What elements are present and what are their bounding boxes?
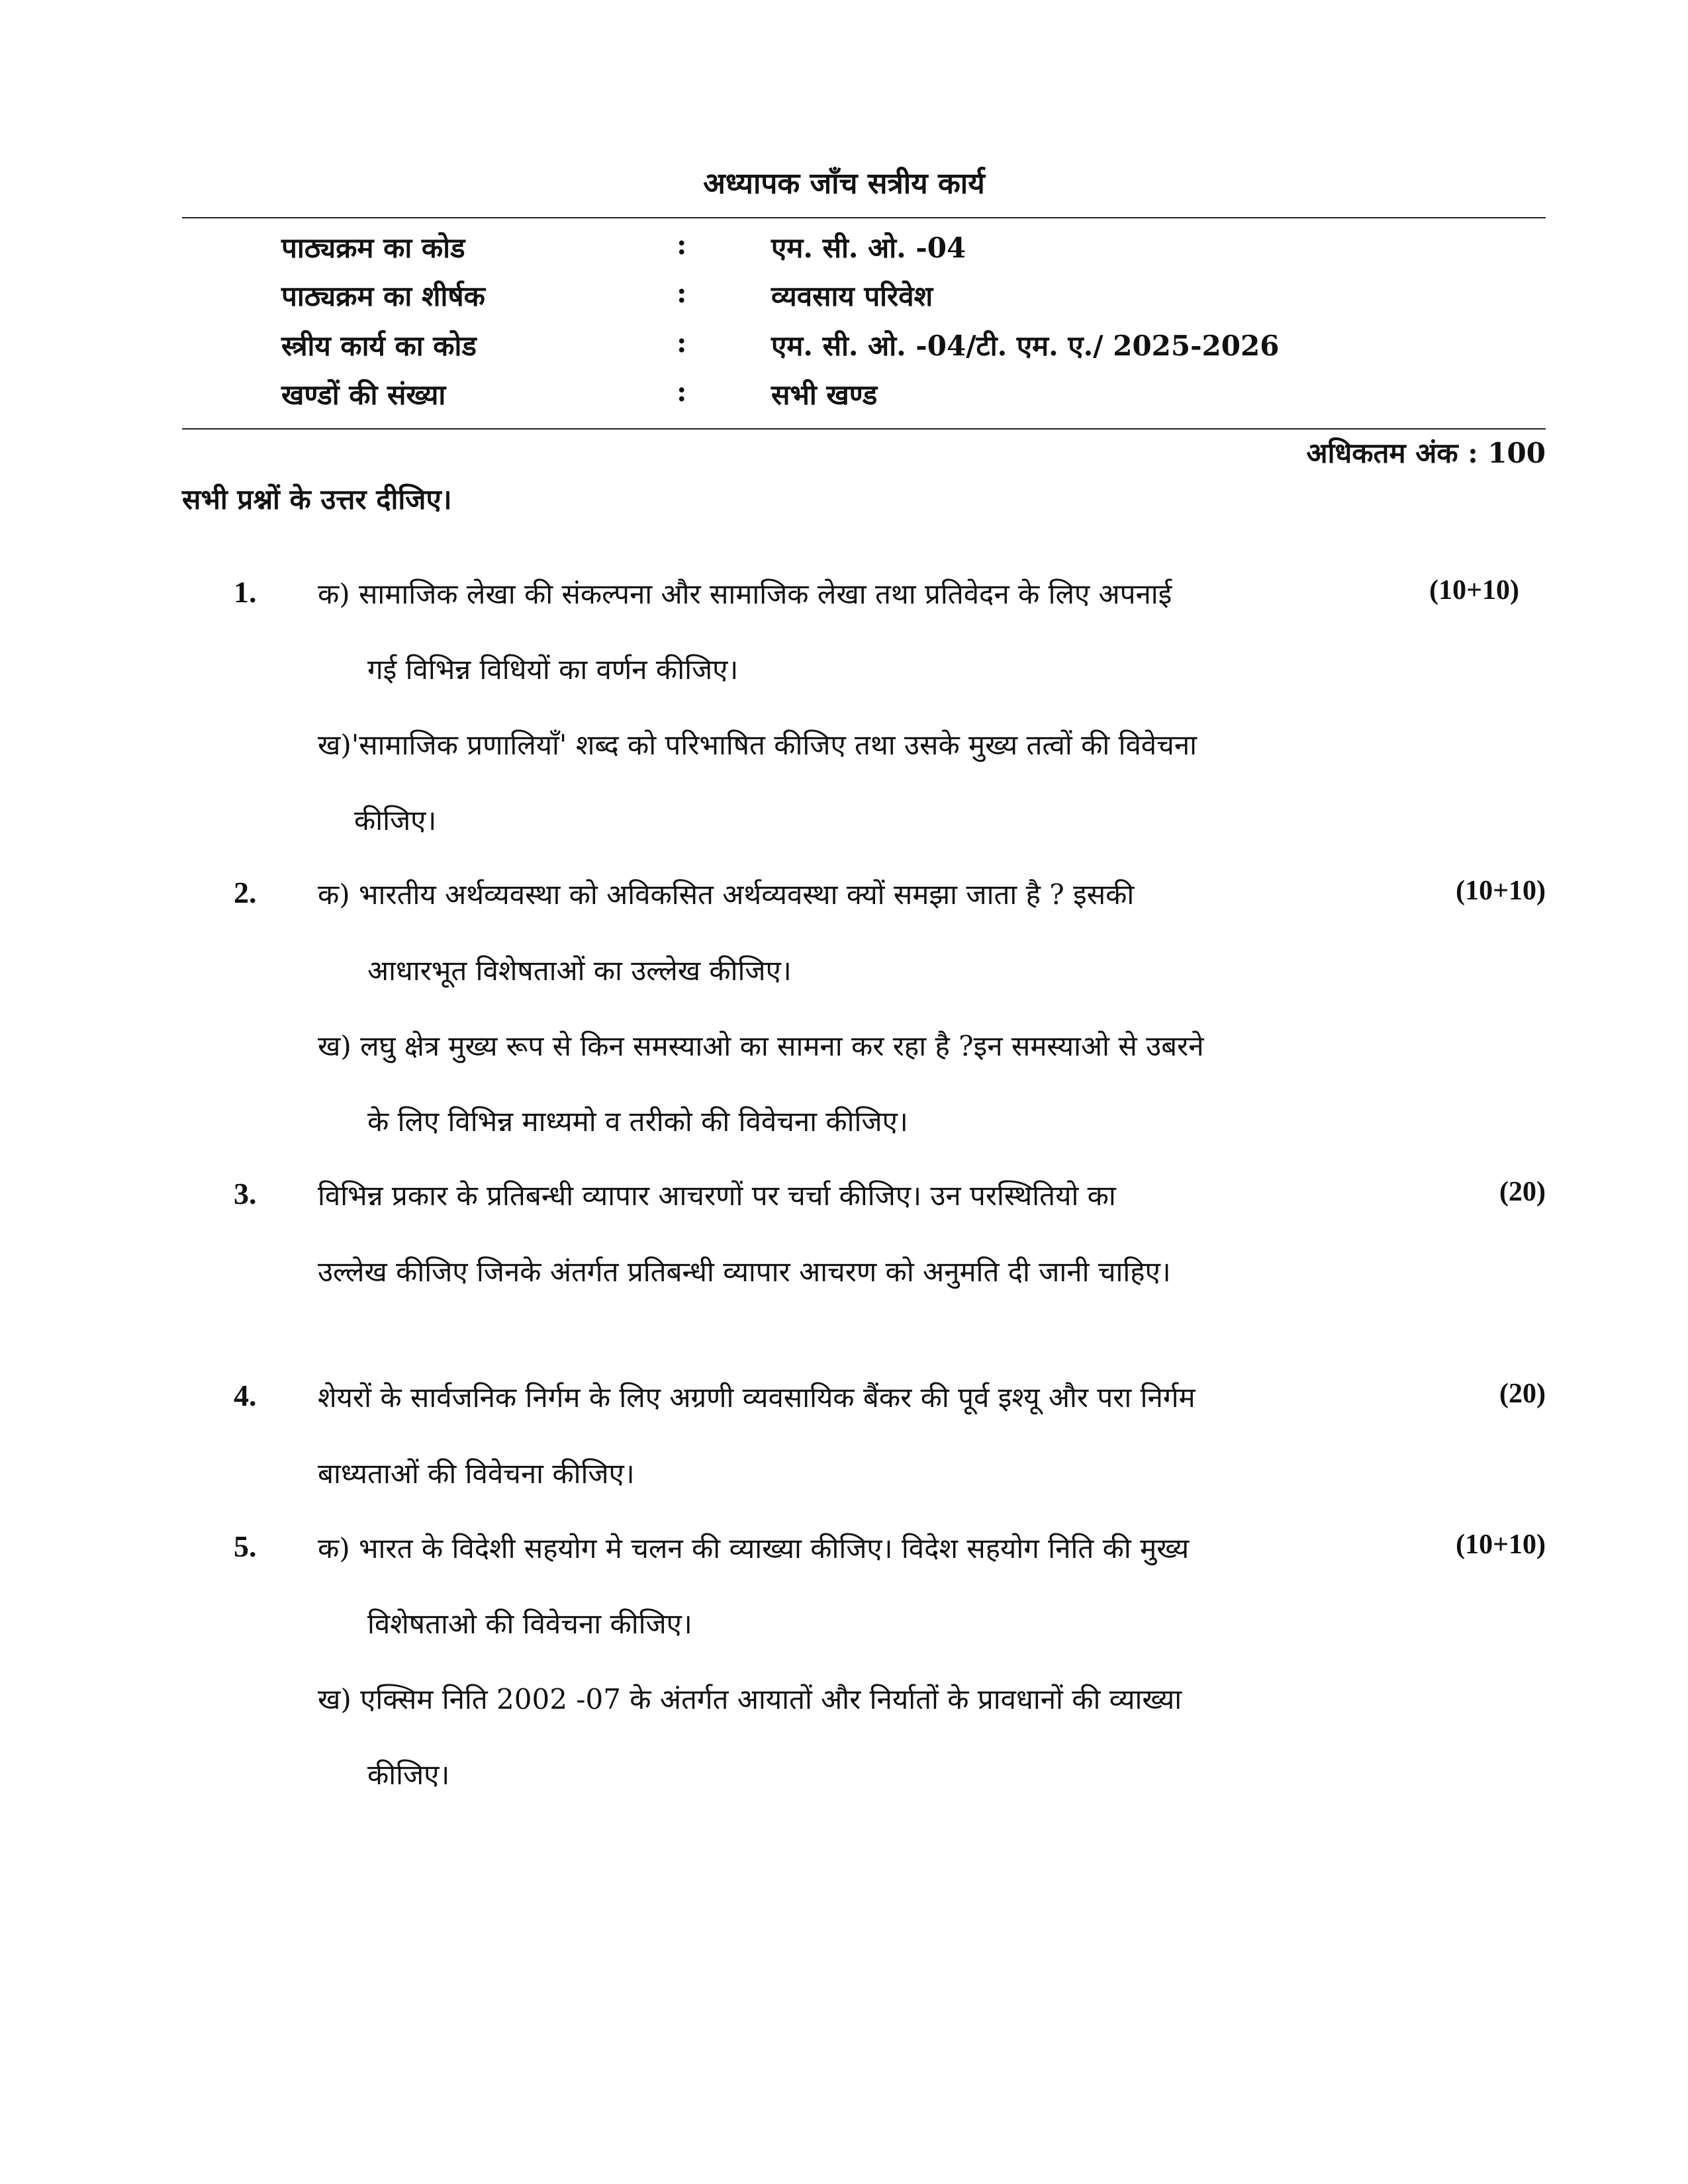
question-marks: (20) [1499,1379,1546,1409]
meta-value-course-code: एम. सी. ओ. -04 [771,232,966,264]
question-line: उल्लेख कीजिए जिनके अंतर्गत प्रतिबन्धी व्यापार आचरण को अनुमति दी जानी चाहिए। [318,1255,1171,1288]
instruction: सभी प्रश्नों के उत्तर दीजिए। [182,483,452,516]
question-number: 5. [234,1529,257,1563]
question-line: गई विभिन्न विधियों का वर्णन कीजिए। [367,653,739,686]
meta-label-course-code: पाठ्यक्रम का कोड [281,232,465,264]
question-line: कीजिए। [367,1758,450,1791]
question-number: 4. [234,1379,257,1412]
meta-colon: : [677,277,687,309]
question-line: विशेषताओ की विवेचना कीजिए। [367,1608,692,1640]
max-marks: अधिकतम अंक : 100 [1306,437,1546,469]
meta-value-blocks: सभी खण्ड [771,379,878,411]
question-line: ख)'सामाजिक प्रणालियाँ' शब्द को परिभाषित कीजिए तथा उसके मुख्य तत्वों की विवेचना [318,729,1197,761]
meta-colon: : [677,326,687,359]
meta-colon: : [677,228,687,261]
document-title: अध्यापक जाँच सत्रीय कार्य [703,167,985,201]
header-top-rule [182,217,1546,218]
question-marks: (10+10) [1456,1529,1546,1560]
meta-value-assignment-code: एम. सी. ओ. -04/टी. एम. ए./ 2025-2026 [771,330,1280,362]
question-line: आधारभूत विशेषताओं का उल्लेख कीजिए। [367,954,792,987]
question-marks: (10+10) [1456,876,1546,906]
question-line: क) भारत के विदेशी सहयोग मे चलन की व्याख्या कीजिए। विदेश सहयोग निति की मुख्य [318,1532,1190,1565]
meta-label-assignment-code: स्त्रीय कार्य का कोड [281,330,477,362]
question-line: ख) एक्सिम निति 2002 -07 के अंतर्गत आयातों और निर्यातों के प्रावधानों की व्याख्या [318,1683,1182,1715]
question-line: क) भारतीय अर्थव्यवस्था को अविकसित अर्थव्यवस्था क्यों समझा जाता है ? इसकी [318,878,1135,911]
question-marks: (20) [1499,1177,1546,1207]
question-line: के लिए विभिन्न माध्यमो व तरीको की विवेचना कीजिए। [367,1105,908,1138]
meta-label-course-title: पाठ्यक्रम का शीर्षक [281,280,485,312]
meta-label-blocks: खण्डों की संख्या [281,379,446,411]
meta-value-course-title: व्यवसाय परिवेश [771,280,933,312]
question-line: ख) लघु क्षेत्र मुख्य रूप से किन समस्याओ का सामना कर रहा है ?इन समस्याओ से उबरने [318,1030,1204,1062]
question-marks: (10+10) [1429,575,1519,606]
meta-colon: : [677,375,687,408]
question-number: 1. [234,575,257,609]
question-line: कीजिए। [354,804,437,837]
question-line: बाध्यताओं की विवेचना कीजिए। [318,1457,635,1490]
question-line: शेयरों के सार्वजनिक निर्गम के लिए अग्रणी व्यवसायिक बैंकर की पूर्व इश्यू और परा निर्गम [318,1381,1196,1414]
header-bottom-rule [182,428,1546,430]
question-line: विभिन्न प्रकार के प्रतिबन्धी व्यापार आचरणों पर चर्चा कीजिए। उन परस्थितियो का [318,1179,1116,1212]
question-number: 3. [234,1177,257,1210]
question-line: क) सामाजिक लेखा की संकल्पना और सामाजिक लेखा तथा प्रतिवेदन के लिए अपनाई [318,578,1172,610]
question-number: 2. [234,876,257,909]
